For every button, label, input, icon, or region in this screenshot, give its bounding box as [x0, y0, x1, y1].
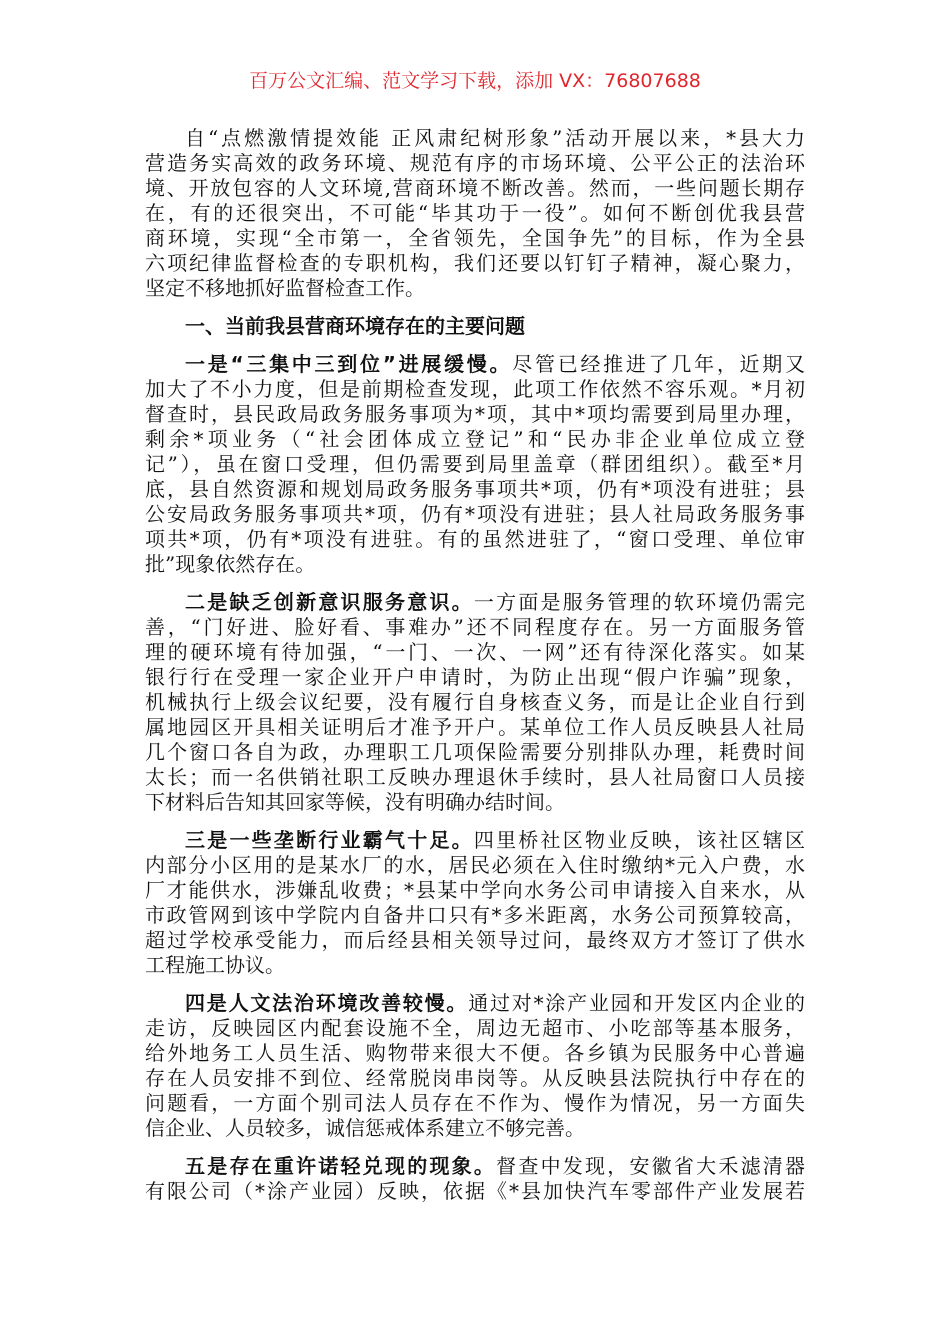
line-text: 四里桥社区物业反映，该社区辖区	[473, 828, 806, 852]
line-text: 批”现象依然存在。	[145, 552, 316, 576]
text-line	[145, 226, 805, 251]
text-line	[145, 853, 805, 878]
text-line	[145, 552, 805, 577]
line-text: 商环境，实现“全市第一，全省领先，全国争先”的目标，作为全县	[145, 226, 805, 250]
text-line	[145, 452, 805, 477]
text-line	[145, 251, 805, 276]
text-line	[145, 615, 805, 640]
line-text: 公安局政务服务事项共*项，仍有*项没有进驻；县人社局政务服务事	[145, 502, 805, 526]
paragraph	[145, 828, 805, 978]
text-line	[145, 314, 805, 339]
text-line	[145, 427, 805, 452]
line-text: 走访，反映园区内配套设施不全，周边无超市、小吃部等基本服务，	[145, 1016, 805, 1040]
line-text: 属地园区开具相关证明后才准予开户。某单位工作人员反映县人社局	[145, 715, 805, 739]
section-heading	[145, 314, 805, 339]
text-line	[145, 1091, 805, 1116]
paragraph	[145, 590, 805, 815]
text-line	[145, 991, 805, 1016]
line-text: 厂才能供水，涉嫌乱收费；*县某中学向水务公司申请接入自来水，从	[145, 878, 805, 902]
text-line	[145, 1041, 805, 1066]
line-text: 给外地务工人员生活、购物带来很大不便。各乡镇为民服务中心普遍	[145, 1041, 805, 1065]
line-text: 存在人员安排不到位、经常脱岗串岗等。从反映县法院执行中存在的	[145, 1066, 805, 1090]
line-text: 营造务实高效的政务环境、规范有序的市场环境、公平公正的法治环	[145, 151, 805, 175]
line-text: 问题看，一方面个别司法人员存在不作为、慢作为情况，另一方面失	[145, 1091, 805, 1115]
line-text: 督查时，县民政局政务服务事项为*项，其中*项均需要到局里办理，	[145, 402, 805, 426]
text-line	[145, 715, 805, 740]
line-text: 境、开放包容的人文环境,营商环境不断改善。然而，一些问题长期存	[145, 176, 805, 200]
paragraph-lead: 一是“三集中三到位”进展缓慢。	[185, 352, 513, 376]
text-line	[145, 740, 805, 765]
text-line	[145, 690, 805, 715]
line-text: 一、当前我县营商环境存在的主要问题	[185, 314, 525, 338]
line-text: 几个窗口各自为政，办理职工几项保险需要分别排队办理，耗费时间	[145, 740, 805, 764]
line-text: 信企业、人员较多，诚信惩戒体系建立不够完善。	[145, 1116, 585, 1140]
line-text: 在，有的还很突出，不可能“毕其功于一役”。如何不断创优我县营	[145, 201, 805, 225]
text-line	[145, 151, 805, 176]
line-text: 太长；而一名供销社职工反映办理退休手续时，县人社局窗口人员接	[145, 765, 805, 789]
line-text: 善，“门好进、脸好看、事难办”还不同程度存在。另一方面服务管	[145, 615, 805, 639]
text-line	[145, 1066, 805, 1091]
line-text: 下材料后告知其回家等候，没有明确办结时间。	[145, 790, 565, 814]
paragraph	[145, 1154, 805, 1204]
line-text: 通过对*涂产业园和开发区内企业的	[468, 991, 806, 1015]
paragraph-lead: 二是缺乏创新意识服务意识。	[185, 590, 474, 614]
text-line	[145, 790, 805, 815]
text-line	[145, 502, 805, 527]
paragraph	[145, 991, 805, 1141]
line-text: 记”），虽在窗口受理，但仍需要到局里盖章（群团组织）。截至*月	[145, 452, 805, 476]
text-line	[145, 377, 805, 402]
line-text: 机械执行上级会议纪要，没有履行自身核查义务，而是让企业自行到	[145, 690, 805, 714]
line-text: 市政管网到该中学院内自备井口只有*多米距离，水务公司预算较高，	[145, 903, 805, 927]
line-text: 加大了不小力度，但是前期检查发现，此项工作依然不容乐观。*月初	[145, 377, 805, 401]
text-line	[145, 903, 805, 928]
text-line	[145, 665, 805, 690]
line-text: 银行行在受理一家企业开户申请时，为防止出现“假户诈骗”现象，	[145, 665, 805, 689]
text-line	[145, 590, 805, 615]
paragraph	[145, 352, 805, 577]
line-text: 剩余*项业务（“社会团体成立登记”和“民办非企业单位成立登	[145, 427, 805, 451]
line-text: 有限公司（*涂产业园）反映，依据《*县加快汽车零部件产业发展若	[145, 1179, 805, 1203]
paragraph-lead: 五是存在重许诺轻兑现的现象。	[185, 1154, 497, 1178]
line-text: 一方面是服务管理的软环境仍需完	[473, 590, 806, 614]
line-text: 内部分小区用的是某水厂的水，居民必须在入住时缴纳*元入户费，水	[145, 853, 805, 877]
line-text: 督查中发现，安徽省大禾滤清器	[496, 1154, 806, 1178]
line-text: 项共*项，仍有*项没有进驻。有的虽然进驻了，“窗口受理、单位审	[145, 527, 805, 551]
text-line	[145, 126, 805, 151]
text-line	[145, 402, 805, 427]
text-line	[145, 352, 805, 377]
text-line	[145, 1116, 805, 1141]
text-line	[145, 201, 805, 226]
text-line	[145, 1016, 805, 1041]
text-line	[145, 953, 805, 978]
text-line	[145, 1179, 805, 1204]
text-line	[145, 828, 805, 853]
text-line	[145, 928, 805, 953]
line-text: 自“点燃激情提效能 正风肃纪树形象”活动开展以来，*县大力	[185, 126, 805, 150]
text-line	[145, 176, 805, 201]
line-text: 工程施工协议。	[145, 953, 285, 977]
text-line	[145, 640, 805, 665]
paragraph-lead: 四是人文法治环境改善较慢。	[185, 991, 469, 1015]
line-text: 底，县自然资源和规划局政务服务事项共*项，仍有*项没有进驻；县	[145, 477, 805, 501]
paragraph-lead: 三是一些垄断行业霸气十足。	[185, 828, 474, 852]
text-line	[145, 1154, 805, 1179]
line-text: 超过学校承受能力，而后经县相关领导过问，最终双方才签订了供水	[145, 928, 805, 952]
document-body	[145, 126, 805, 1217]
line-text: 坚定不移地抓好监督检查工作。	[145, 276, 425, 300]
watermark-banner: 百万公文汇编、范文学习下载，添加 VX：76807688	[249, 70, 701, 92]
text-line	[145, 276, 805, 301]
line-text: 六项纪律监督检查的专职机构，我们还要以钉钉子精神，凝心聚力，	[145, 251, 805, 275]
text-line	[145, 477, 805, 502]
text-line	[145, 765, 805, 790]
text-line	[145, 878, 805, 903]
line-text: 尽管已经推进了几年，近期又	[512, 352, 806, 376]
text-line	[145, 527, 805, 552]
line-text: 理的硬环境有待加强，“一门、一次、一网”还有待深化落实。如某	[145, 640, 805, 664]
paragraph	[145, 126, 805, 301]
